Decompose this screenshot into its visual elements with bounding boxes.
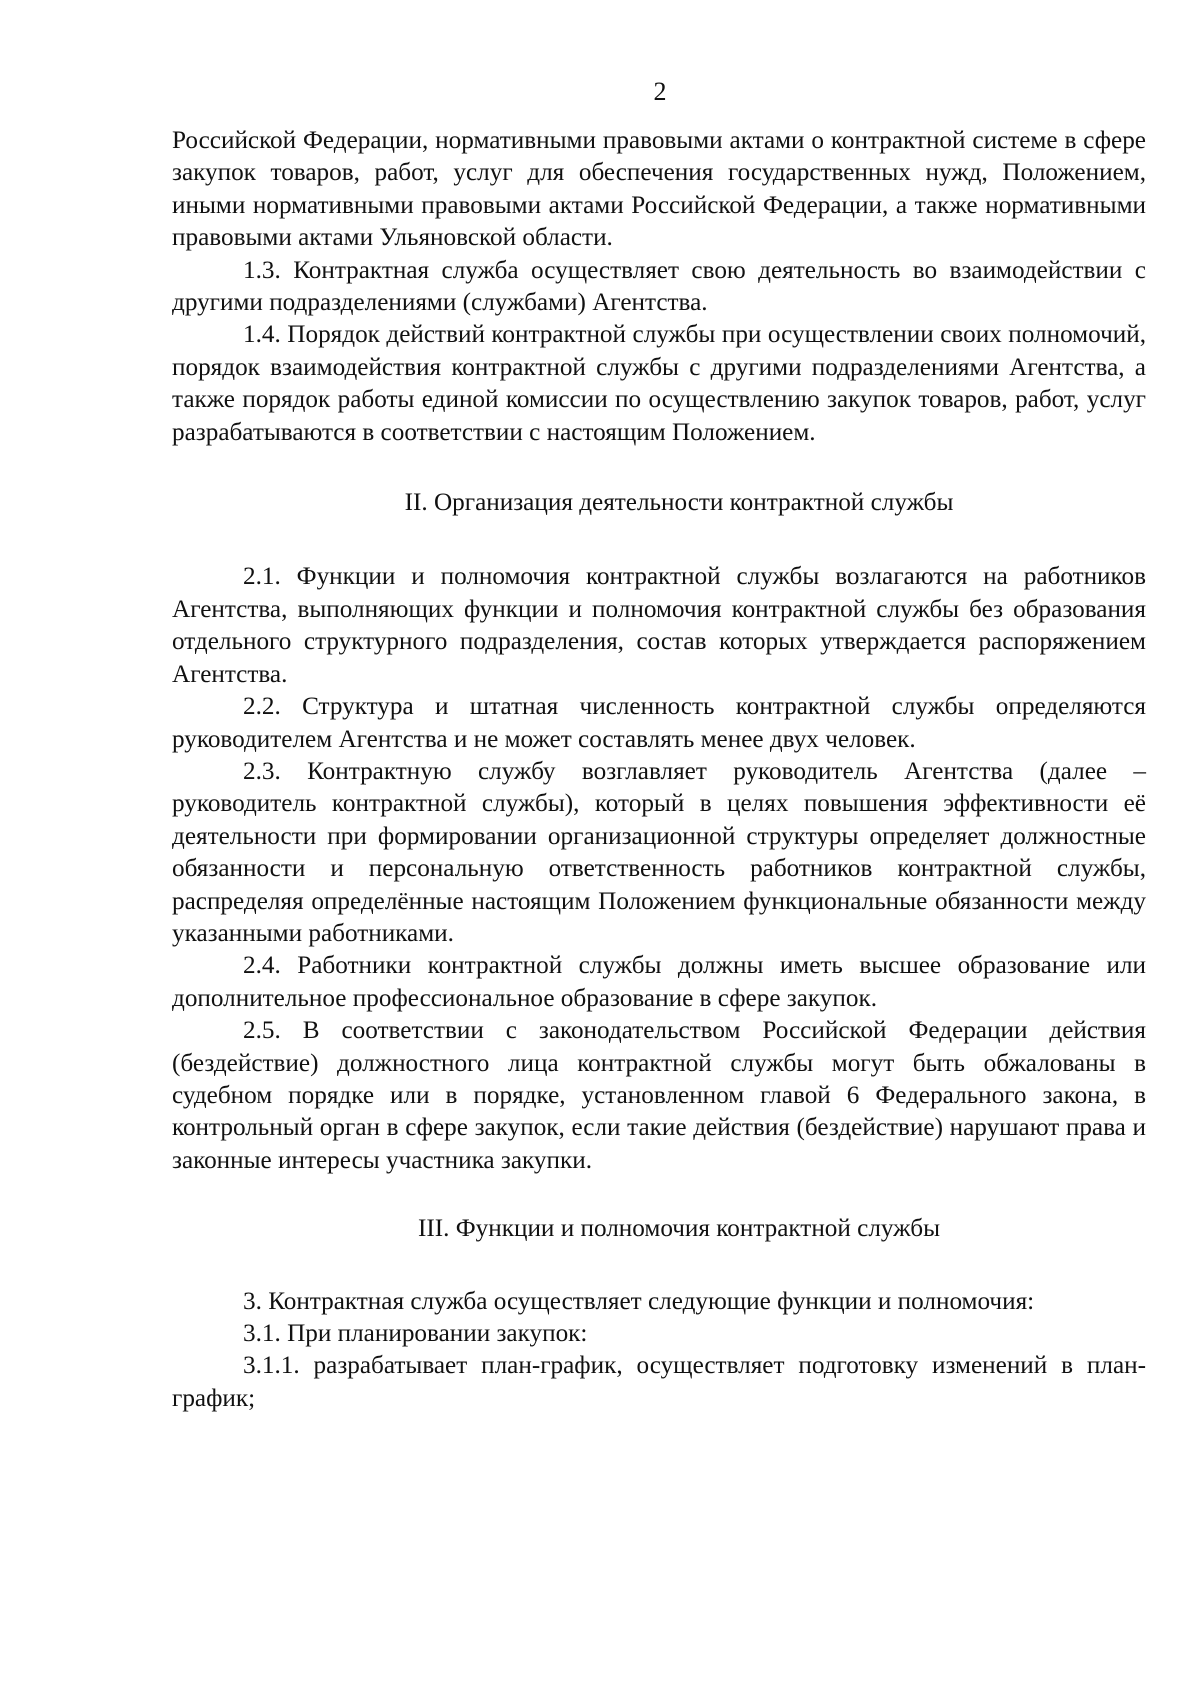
page-number: 2 (653, 77, 667, 106)
paragraph-2-5: 2.5. В соответствии с законодательством Российской Федерации действия (бездействие) должностного лица контрактной службы могут быть обжалованы в судебном порядке или в порядке, установленном главой 6 Федерального закона, в контрольный орган в сфере закупок, если такие действия (бездействие) нарушают права и законные интересы участника закупки. (172, 1017, 1146, 1174)
section-2-heading: II. Организация деятельности контрактной службы (404, 489, 954, 517)
section-2 (172, 561, 1146, 1177)
paragraph-1-3: 1.3. Контрактная служба осуществляет свою деятельность во взаимодействии с другими подразделениями (службами) Агентства. (172, 256, 1146, 317)
section-3-heading: III. Функции и полномочия контрактной службы (418, 1215, 940, 1243)
document-body (172, 125, 1146, 1415)
paragraph-3: 3. Контрактная служба осуществляет следующие функции и полномочия: (243, 1287, 1035, 1315)
paragraph-2-2: 2.2. Структура и штатная численность контрактной службы определяются руководителем Агентства и не может составлять менее двух человек. (172, 693, 1146, 753)
paragraph-2-4: 2.4. Работники контрактной службы должны иметь высшее образование или дополнительное профессиональное образование в сфере закупок. (172, 952, 1146, 1012)
paragraph-2-3: 2.3. Контрактную службу возглавляет руководитель Агентства (далее – руководитель контрактной службы), который в целях повышения эффективности её деятельности при формировании организационной структуры определяет должностные обязанности и персональную ответственность работников контрактной службы, распределяя определённые настоящим Положением функциональные обязанности между указанными работниками. (172, 757, 1146, 947)
paragraph-2-1: 2.1. Функции и полномочия контрактной службы возлагаются на работников Агентства, выполняющих функции и полномочия контрактной службы без образования отдельного структурного подразделения, состав которых утверждается распоряжением Агентства. (172, 563, 1146, 688)
paragraph-1-4: 1.4. Порядок действий контрактной службы при осуществлении своих полномочий, порядок взаимодействия контрактной службы с другими подразделениями Агентства, а также порядок работы единой комиссии по осуществлению закупок товаров, работ, услуг разрабатываются в соответствии с настоящим Положением. (172, 321, 1146, 446)
section-3 (172, 1286, 1146, 1416)
paragraph-3-1: 3.1. При планировании закупок: (243, 1320, 588, 1347)
paragraph-continuation: Российской Федерации, нормативными правовыми актами о контрактной системе в сфере закупок товаров, работ, услуг для обеспечения государственных нужд, Положением, иными нормативными правовыми актами Российской Федерации, а также нормативными правовыми актами Ульяновской области. (172, 127, 1146, 252)
section-intro (172, 125, 1146, 449)
paragraph-3-1-1: 3.1.1. разрабатывает план-график, осуществляет подготовку изменений в план-график; (172, 1352, 1146, 1412)
